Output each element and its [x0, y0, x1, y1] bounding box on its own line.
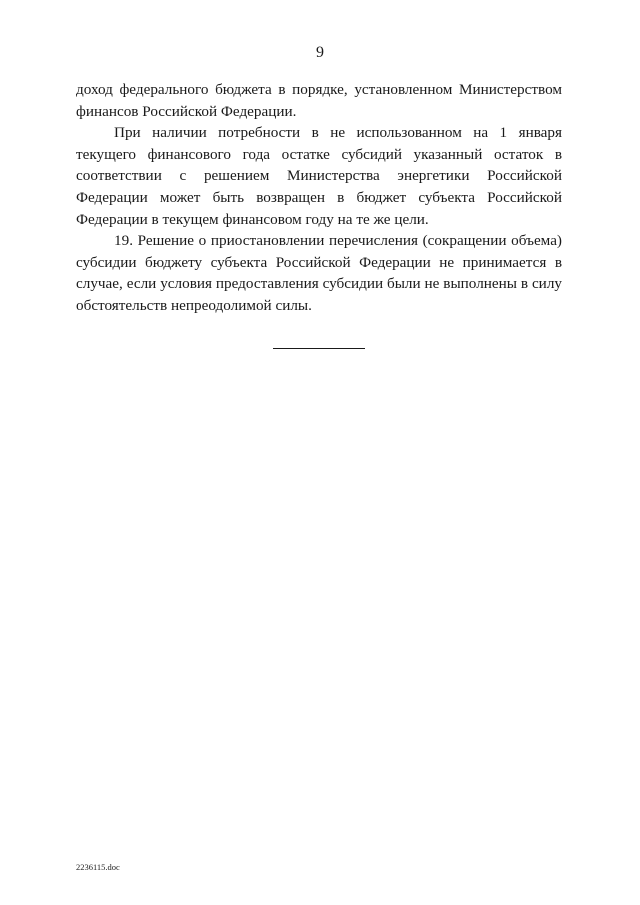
paragraph-continuation: доход федерального бюджета в порядке, установленном Министерством финансов Российской Федерации.	[76, 81, 562, 120]
paragraph-item-19: 19. Решение о приостановлении перечисления (сокращении объема) субсидии бюджету субъекта Российской Федерации не принимается в случае, если условия предоставления субсидии были не выполнены в силу обстоятельств непреодолимой силы.	[76, 232, 562, 314]
page-number: 9	[316, 44, 324, 61]
end-separator-line	[273, 348, 365, 349]
paragraph-subsidy-remainder: При наличии потребности в не использованном на 1 января текущего финансового года остатке субсидий указанный остаток в соответствии с решением Министерства энергетики Российской Федерации может быть возвращен в бюджет субъекта Российской Федерации в текущем финансовом году на те же цели.	[76, 124, 562, 228]
document-body	[76, 79, 562, 317]
footer-file-name: 2236115.doc	[76, 862, 120, 872]
